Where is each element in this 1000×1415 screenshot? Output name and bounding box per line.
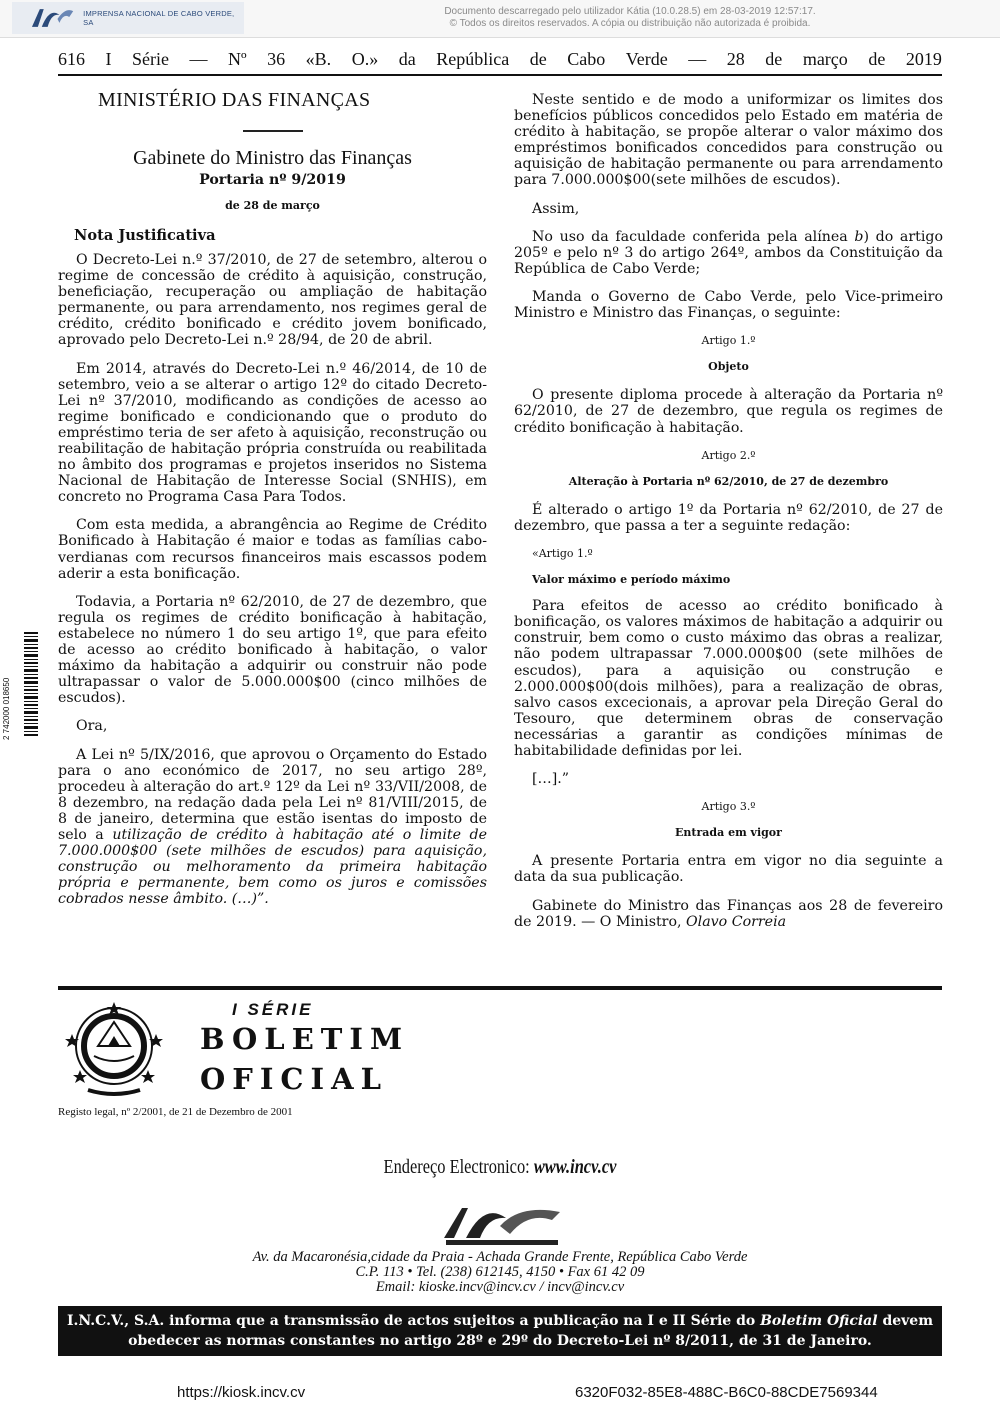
running-header-item: Nº [228,49,247,69]
address-block [0,1250,1000,1295]
notice-text: I.N.C.V., S.A. informa que a transmissão de actos sujeitos a publicação na I e II Série do [66,1313,761,1329]
download-banner [0,0,1000,38]
paragraph: O Decreto-Lei n.º 37/2010, de 27 de setembro, alterou o regime de concessão de crédito à aquisição, construção, beneficiação, recuperação ou ampliação de habitação permanente, ou para arrendamento, nos regimes geral de crédito, crédito bonificado e crédito jovem bonificado, aprovado pelo Decreto-Lei n.º 28/94, de 20 de abril. [58,251,487,349]
running-header-item: 28 [726,49,745,69]
paragraph: É alterado o artigo 1º da Portaria nº 62/2010, de 27 de dezembro, que passa a ter a seguinte redação: [514,501,943,534]
ministry-heading: MINISTÉRIO DAS FINANÇAS [98,89,371,111]
portaria-date: de 28 de março [225,198,320,212]
paragraph: Assim, [532,200,580,217]
incv-logo-icon [30,5,75,31]
running-header-item: República [436,49,510,69]
download-notice [420,6,840,30]
banner-logo-text: IMPRENSA NACIONAL DE CABO VERDE, SA [83,9,235,27]
article-title: Alteração à Portaria nº 62/2010, de 27 de dezembro [568,474,889,488]
endereco-url[interactable]: www.incv.cv [533,1156,617,1178]
minister-name: Olavo Correia [686,913,787,930]
boletim-title-line2: OFICIAL [200,1062,388,1096]
running-header-item: O.» [351,49,379,69]
paragraph: […].” [532,771,570,788]
paragraph: Manda o Governo de Cabo Verde, pelo Vice-primeiro Ministro e Ministro das Finanças, o seguinte: [514,288,943,322]
running-header-item: de [765,49,783,69]
endereco-electronico [90,1156,910,1179]
running-header-item: 2019 [905,49,942,69]
nota-justificativa-heading: Nota Justificativa [74,226,216,244]
endereco-label: Endereço Electronico: [383,1156,534,1178]
portaria-title: Portaria nº 9/2019 [199,171,346,188]
running-header-item: de [868,49,886,69]
running-header-item: «B. [305,49,332,69]
footer-document-id: 6320F032-85E8-488C-B6C0-88CDE7569344 [575,1384,878,1401]
address-line: Av. da Macaronésia,cidade da Praia - Achada Grande Frente, República Cabo Verde [252,1249,748,1265]
phone-line: C.P. 113 • Tel. (238) 612145, 4150 • Fax 61 42 09 [355,1264,645,1280]
running-header [58,50,942,76]
alinea-letter: b [854,228,864,245]
download-notice-line1: Documento descarregado pelo utilizador Kátia (10.0.28.5) em 28-03-2019 12:57:17. [444,6,816,17]
coat-of-arms-icon [58,1000,170,1100]
article-number: Artigo 2.º [701,448,756,462]
quoted-article-title: Valor máximo e período máximo [532,573,731,587]
running-header-item: 616 [58,49,85,69]
running-header-item: Série [132,49,170,69]
paragraph: Para efeitos de acesso ao crédito bonificado à bonificação, os valores máximos de habitação a adquirir ou construir, bem como o custo máximo das obras a realizar, não podem ultrapassar 7.000.000$00 (sete milhões de escudos), para a aquisição ou construção e 2.000.000$00(dois milhões), para a realização de obras, salvo casos excecionais, a aprovar pela Direção Geral do Tesouro, que determinem obras de conservação necessárias a garantir as condições mínimas de habitabilidade definidas por lei. [514,598,943,759]
paragraph-text: No uso da faculdade conferida pela alínea [532,228,855,245]
paragraph: Em 2014, através do Decreto-Lei n.º 46/2014, de 10 de setembro, veio a se alterar o artigo 12º do citado Decreto-Lei nº 37/2010, modificando as condições de acesso ao regime bonificado e condicionando que o produto do empréstimo teria de ser afeto à aquisição, reconstrução ou reabilitação de habitação própria construída ou reabilitada no âmbito dos programas e projetos inseridos no Sistema Nacional de Habitação de Interesse Social (SNHIS), em concreto no Programa Casa Para Todos. [58,360,487,506]
paragraph-text: ) do artigo 205º e pelo nº 3 do artigo 264º, ambos da Constituição da República de Cabo Verde; [514,228,943,277]
paragraph-text: Gabinete do Ministro das Finanças aos 28 de fevereiro de 2019. — O Ministro, [514,897,943,930]
article-number: Artigo 3.º [701,800,756,814]
incv-notice-box [58,1306,942,1356]
paragraph: Todavia, a Portaria nº 62/2010, de 27 de dezembro, que regula os regimes de crédito bonificação à habitação, estabelece no número 1 do seu artigo 1º, que para efeito de acesso ao crédito bonificado à habitação, o valor máximo da habitação a adquirir ou construir não pode ultrapassar o valor de 5.000.000$00 (cinco milhões de escudos). [58,593,487,707]
footer-url[interactable]: https://kiosk.incv.cv [177,1384,306,1401]
paragraph-text: A Lei nº 5/IX/2016, que aprovou o Orçamento do Estado para o ano económico de 2017, no seu artigo 28º, procedeu à alteração do art.º 12º da Lei nº 33/VII/2008, de 8 dezembro, na redação dada pela Lei nº 81/VIII/2015, de 8 de janeiro, determina que estão isentas do imposto de selo a [58,746,487,843]
article-title: Entrada em vigor [675,826,782,840]
signature-paragraph [514,898,943,930]
running-header-item: da [398,49,416,69]
running-header-item: — [688,49,707,69]
notice-italic: Boletim Oficial [760,1313,878,1329]
download-notice-line2: © Todos os direitos reservados. A cópia ou distribuição não autorizada é proibida. [449,18,811,29]
incv-logo-icon [436,1202,566,1248]
left-column [58,89,487,919]
article-number: Artigo 1.º [701,334,756,348]
paragraph: A presente Portaria entra em vigor no dia seguinte a data da sua publicação. [514,853,943,886]
article-title: Objeto [708,360,749,374]
paragraph: Neste sentido e de modo a uniformizar os limites dos benefícios públicos concedidos pelo Estado em matéria de crédito à habitação, se propõe alterar o valor máximo dos empréstimos bonificados concedidos para construção ou aquisição de habitação permanente ou para arrendamento para 7.000.000$00(sete milhões de escudos). [514,92,943,189]
registo-legal: Registo legal, nº 2/2001, de 21 de Dezembro de 2001 [58,1106,293,1118]
running-header-item: Verde [625,49,668,69]
boletim-serie: I SÉRIE [232,1000,314,1019]
heading-separator [243,130,303,132]
paragraph: Com esta medida, a abrangência ao Regime de Crédito Bonificado à Habitação é maior e todas as famílias cabo-verdianas com recursos financeiros mais escassos podem aderir a esta bonificação. [58,517,487,582]
running-header-item: I [105,49,112,69]
right-column [514,92,943,942]
running-header-item: de [529,49,547,69]
running-header-item: 36 [267,49,286,69]
boletim-rule [58,986,942,990]
gabinete-heading: Gabinete do Ministro das Finanças [133,146,412,169]
barcode-image [12,632,38,738]
running-header-item: março [802,49,848,69]
email-line: Email: kioske.incv@incv.cv / incv@incv.cv [375,1279,625,1295]
notice-text: devem obedecer as normas constantes no artigo 28º e 29º do Decreto-Lei nº 8/2011, de 31 de Janeiro. [128,1313,934,1349]
quoted-text: utilização de crédito à habitação até o limite de 7.000.000$00 (sete milhões de escudos) para aquisição, construção ou melhoramento da primeira habitação própria e permanente, bem como os juros e comissões cobrados nesse âmbito. (…)”. [58,826,487,908]
boletim-title-line1: BOLETIM [200,1022,410,1056]
running-header-item: — [189,49,208,69]
quoted-article-number: «Artigo 1.º [532,546,593,560]
paragraph [58,747,487,908]
incv-banner-logo [12,2,244,34]
paragraph: Ora, [76,718,108,735]
barcode-number: 2 742000 018650 [2,677,11,740]
paragraph: O presente diploma procede à alteração da Portaria nº 62/2010, de 27 de dezembro, que regula os regimes de crédito bonificação à habitação. [514,387,943,436]
running-header-item: Cabo [567,49,606,69]
paragraph [514,229,943,277]
